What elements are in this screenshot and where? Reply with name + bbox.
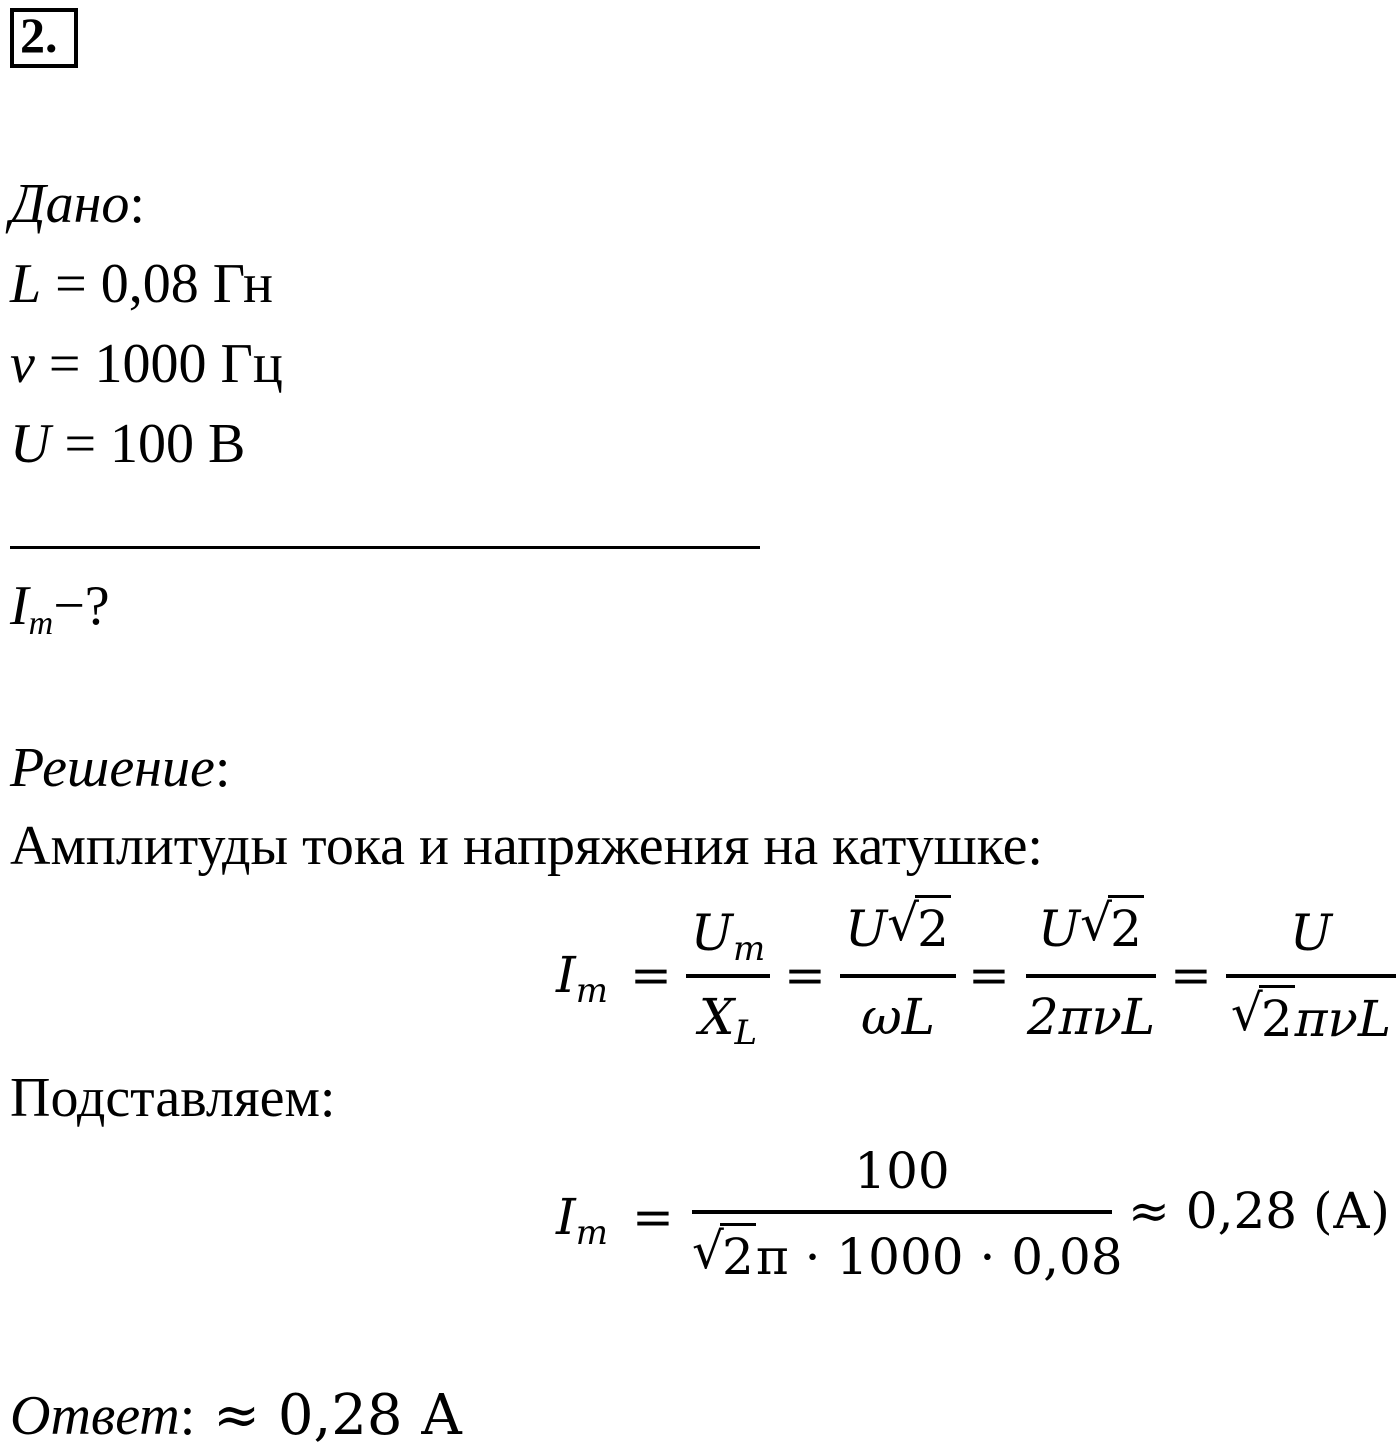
find-symbol: I [10, 575, 29, 637]
answer-heading: Ответ [10, 1385, 180, 1447]
fraction-3-denominator: 2πνL [1026, 988, 1156, 1046]
calc-denominator: √ 2π · 1000 · 0,08 [692, 1222, 1123, 1286]
fraction-2-denominator: ωL [861, 988, 935, 1046]
fraction-2-numerator: U √ 2 [845, 894, 949, 958]
frequency-value: = 1000 Гц [34, 333, 283, 395]
given-heading-text: Дано [10, 173, 130, 235]
formula-lhs [556, 946, 609, 1011]
frequency-symbol: ν [10, 333, 35, 395]
formula-lhs-subscript: m [575, 971, 609, 1011]
formula-lhs-symbol: I [556, 946, 576, 1004]
fraction-usqrt2-over-omegal [840, 894, 956, 1050]
calc-fraction [692, 1140, 1123, 1290]
fraction-u-over-sqrt2pinul [1226, 900, 1396, 1050]
fraction-um-over-xl [686, 900, 770, 1053]
answer-value: ≈ 0,28 А [195, 1383, 463, 1448]
voltage-symbol: U [10, 413, 51, 475]
given-line-voltage [10, 413, 246, 475]
fraction-4-denominator: √ 2πνL [1230, 984, 1392, 1048]
given-colon: : [129, 173, 145, 235]
substitute-label: Подставляем: [10, 1067, 336, 1129]
answer [10, 1383, 463, 1448]
find-subscript: m [28, 605, 54, 642]
formula-equals-4: = [1170, 946, 1212, 1004]
fraction-1-bar [686, 974, 770, 978]
fraction-4-bar [1226, 974, 1396, 978]
inductance-value: = 0,08 Гн [41, 253, 273, 315]
formula-equals-2: = [784, 946, 826, 1004]
given-separator-rule [10, 546, 760, 549]
fraction-1-denominator: $X_L$ [698, 988, 758, 1053]
fraction-4-numerator: U [1289, 904, 1333, 962]
fraction-2-bar [840, 974, 956, 978]
calc-equals: = [632, 1188, 674, 1246]
find-question: −? [53, 575, 110, 637]
answer-colon: : [179, 1385, 196, 1447]
formula-equals-1: = [630, 946, 672, 1004]
solution-heading-text: Решение [10, 737, 215, 799]
solution-heading [10, 737, 231, 799]
find-quantity [10, 575, 110, 642]
fraction-1-numerator: $U_m$ [690, 904, 766, 969]
calc-numerator: 100 [854, 1142, 950, 1200]
fraction-usqrt2-over-2pinul [1026, 894, 1156, 1050]
given-line-inductance [10, 253, 273, 315]
given-line-frequency [10, 333, 283, 395]
calc-lhs-subscript: m [575, 1213, 609, 1253]
fraction-3-numerator: U √ 2 [1038, 894, 1142, 958]
given-heading [10, 173, 145, 235]
calc-fraction-bar [692, 1210, 1112, 1214]
calc-result: ≈ 0,28 (А) [1128, 1182, 1390, 1240]
problem-number: 2. [20, 7, 58, 63]
formula-equals-3: = [968, 946, 1010, 1004]
calc-lhs [556, 1188, 609, 1253]
voltage-value: = 100 В [50, 413, 246, 475]
fraction-3-bar [1026, 974, 1156, 978]
calc-lhs-symbol: I [556, 1188, 576, 1246]
solution-intro: Амплитуды тока и напряжения на катушке: [10, 815, 1043, 877]
inductance-symbol: L [10, 253, 42, 315]
solution-colon: : [214, 737, 231, 799]
